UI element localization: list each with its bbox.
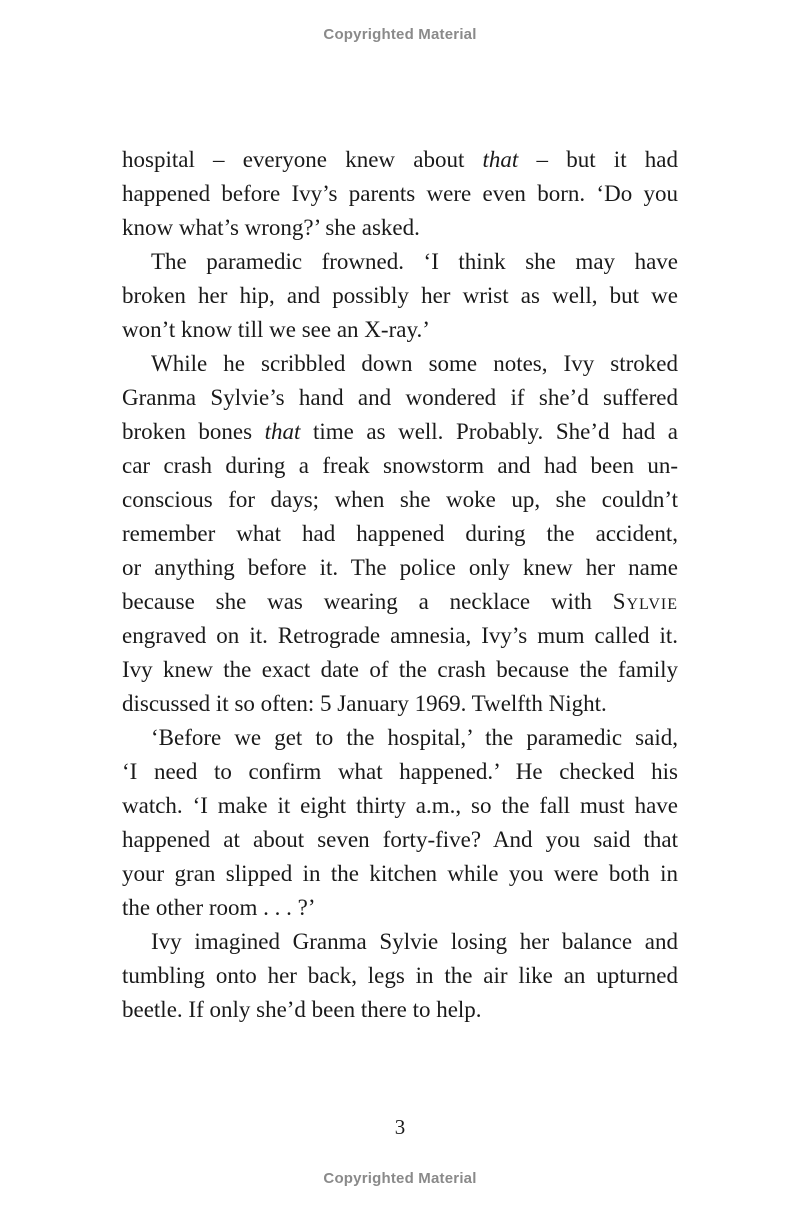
text-line: While he scribbled down some notes, Ivy stroked [151,351,678,376]
text-line: engraved on it. Retrograde amnesia, Ivy’s mum called it. [122,623,678,648]
text-line: remember what had happened during the accident, [122,521,678,546]
text-line: Ivy imagined Granma Sylvie losing her balance and [151,929,678,954]
text-line: broken bones that time as well. Probably. She’d had a [122,419,678,444]
paragraph [122,925,678,1027]
text-line: happened at about seven forty-five? And you said that [122,827,678,852]
text-line: hospital – everyone knew about that – but it had [122,147,678,172]
text-line: because she was wearing a necklace with Sylvie [122,589,678,614]
text-line: beetle. If only she’d been there to help. [122,997,482,1022]
emphasis-that: that [264,419,301,444]
text-line: won’t know till we see an X-ray.’ [122,317,430,342]
text-line: The paramedic frowned. ‘I think she may have [151,249,678,274]
page-number: 3 [394,1115,406,1139]
copyright-watermark-bottom: Copyrighted Material [323,1170,477,1187]
text-line: Granma Sylvie’s hand and wondered if she’d suffered [122,385,678,410]
text-line: car crash during a freak snowstorm and had been un- [122,453,678,478]
text-line: Ivy knew the exact date of the crash because the family [122,657,678,682]
text-line: your gran slipped in the kitchen while you were both in [122,861,678,886]
paragraph [122,347,678,721]
text-line: happened before Ivy’s parents were even born. ‘Do you [122,181,678,206]
paragraph [122,245,678,347]
text-line: or anything before it. The police only knew her name [122,555,678,580]
text-line: the other room . . . ?’ [122,895,316,920]
text-line: ‘Before we get to the hospital,’ the paramedic said, [151,725,678,750]
text-line: broken her hip, and possibly her wrist as well, but we [122,283,678,308]
paragraph [122,721,678,925]
copyright-watermark-top: Copyrighted Material [323,26,477,43]
emphasis-that: that [482,147,519,172]
paragraph [122,143,678,245]
text-line: discussed it so often: 5 January 1969. Twelfth Night. [122,691,607,716]
text-line: know what’s wrong?’ she asked. [122,215,420,240]
text-line: ‘I need to confirm what happened.’ He checked his [122,759,678,784]
text-line: tumbling onto her back, legs in the air like an upturned [122,963,678,988]
small-caps-name: Sylvie [612,589,678,614]
text-line: watch. ‘I make it eight thirty a.m., so the fall must have [122,793,678,818]
text-line: conscious for days; when she woke up, she couldn’t [122,487,678,512]
body-text [122,143,678,1027]
